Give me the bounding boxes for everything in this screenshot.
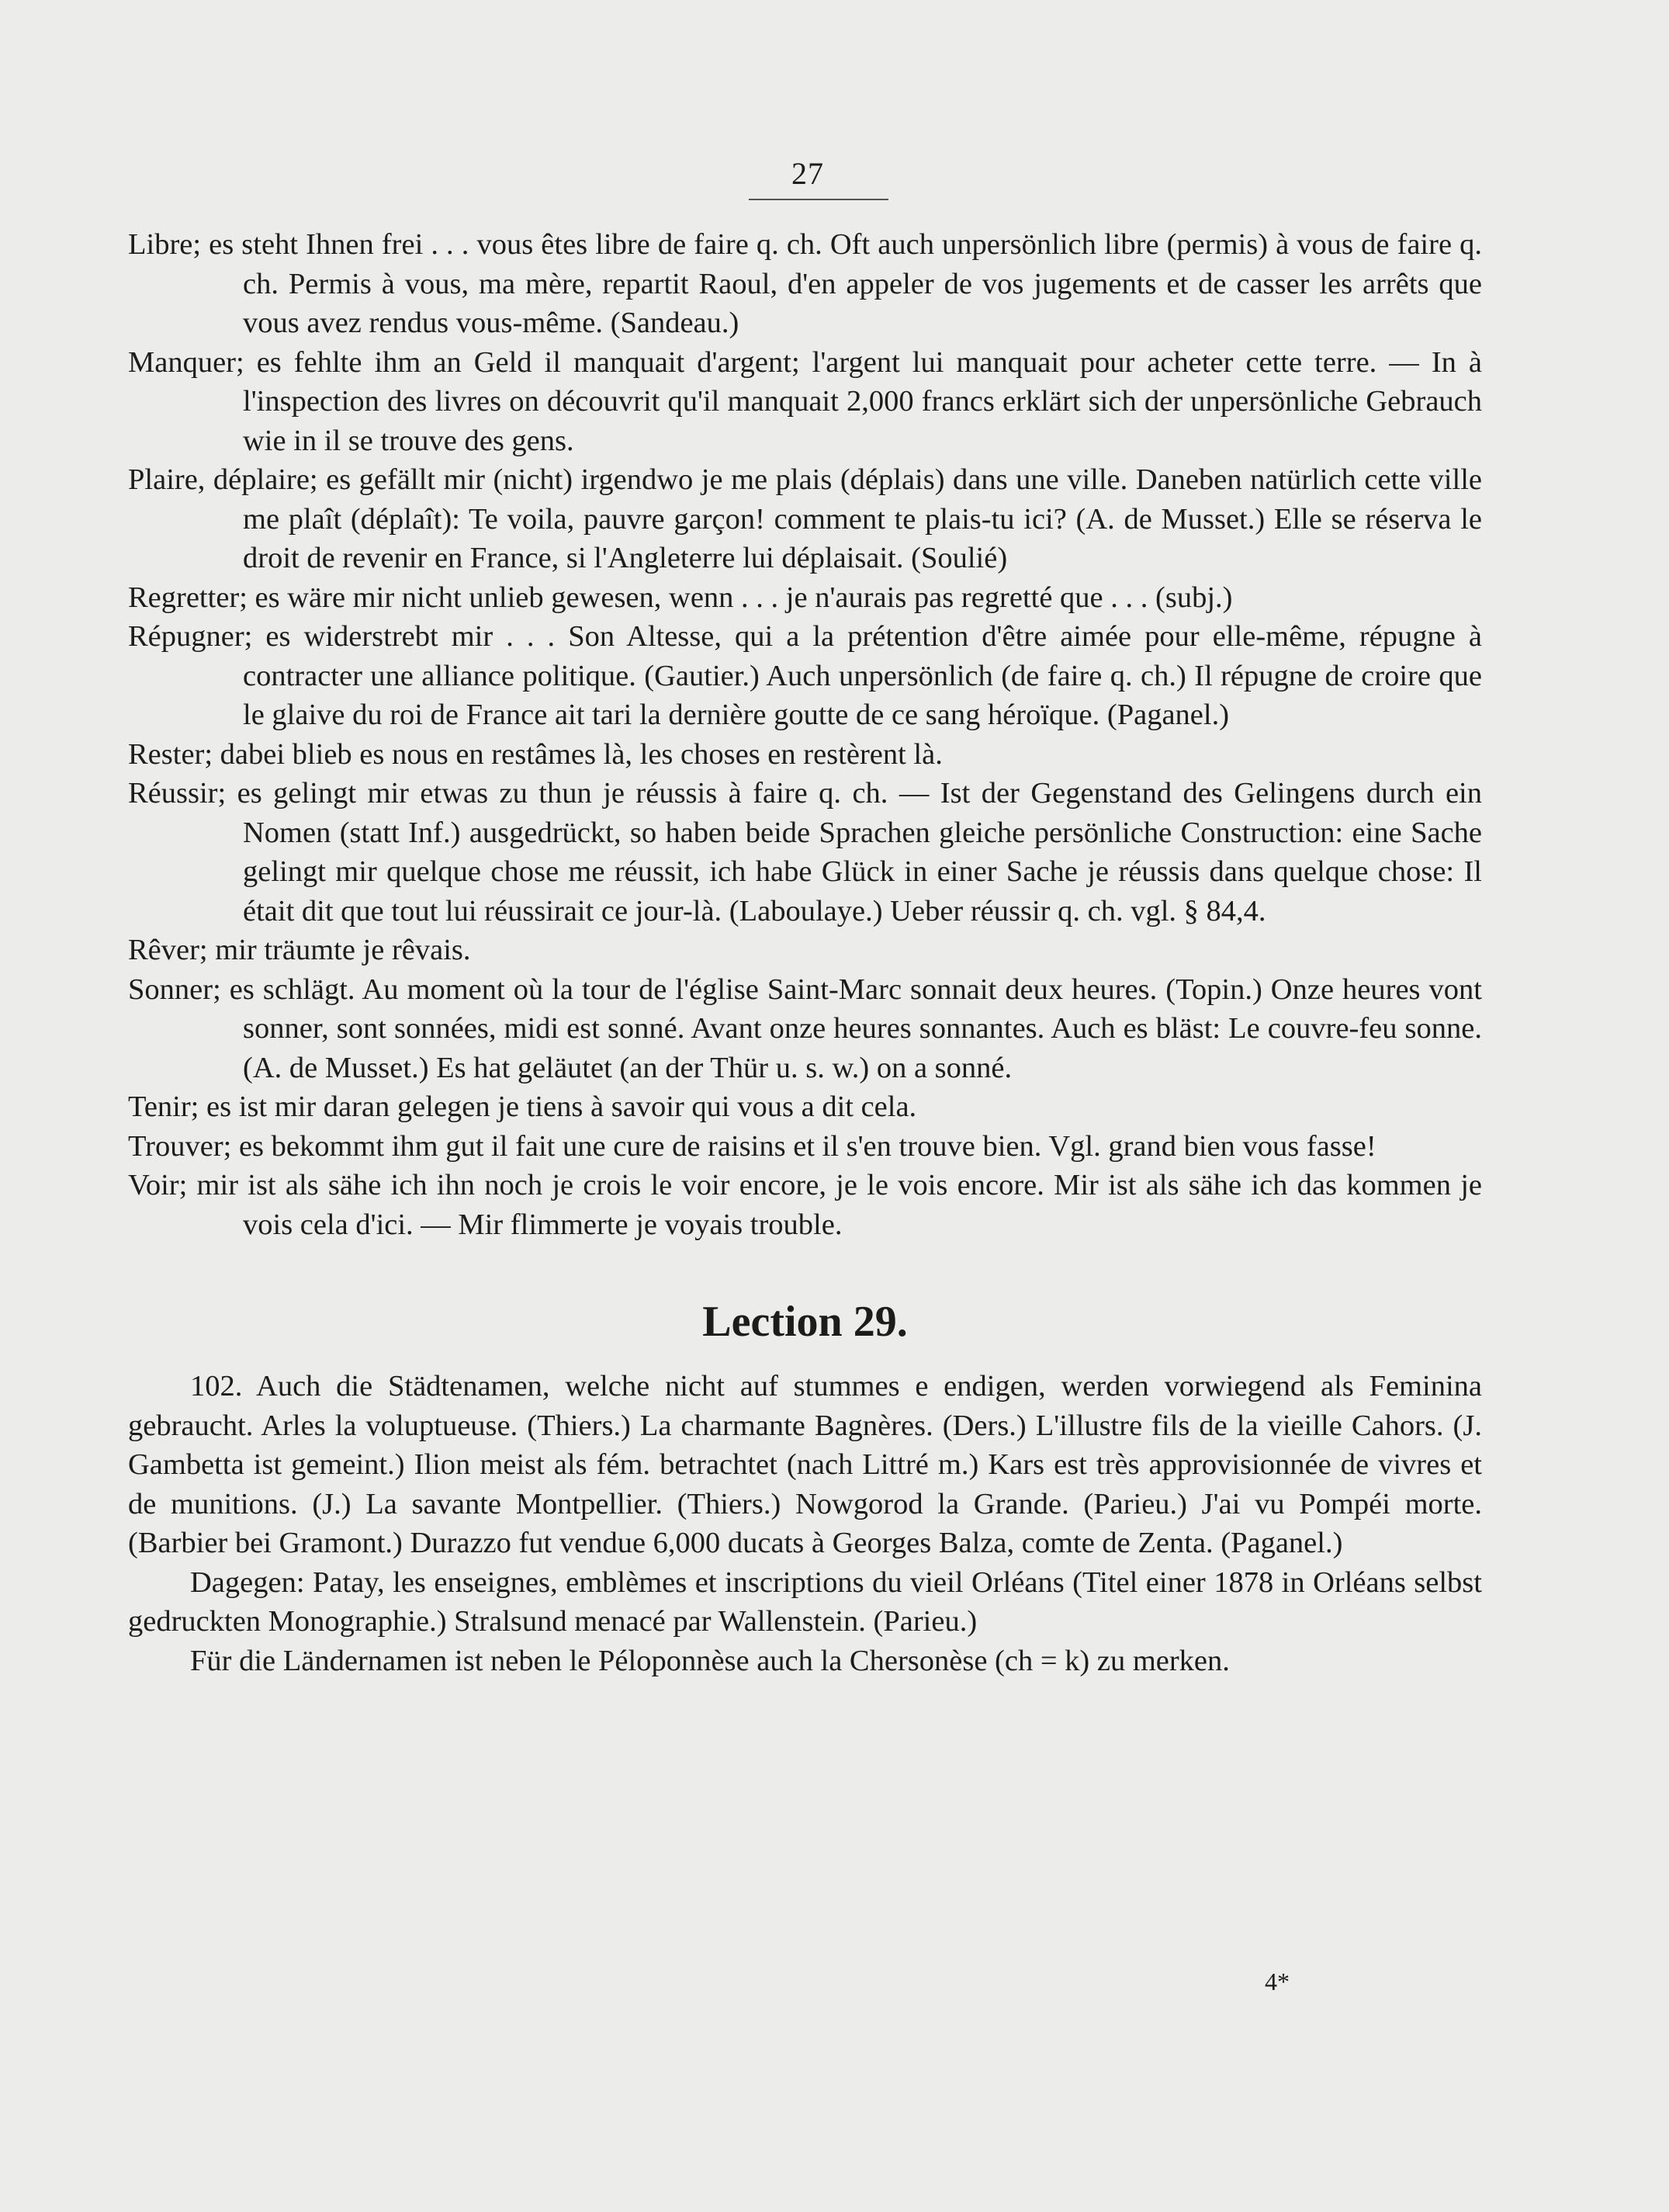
entry-sonner: Sonner; es schlägt. Au moment où la tour de l'église Saint-Marc sonnait deux heures. (Topin.) Onze heures vont sonner, sont sonnées, midi est sonné. Avant onze heures sonnantes. Auch es bläst: Le couvre-feu sonne. (A. de Musset.) Es hat geläutet (an der Thür u. s. w.) on a sonné. [128, 973, 1482, 1084]
entry-voir: Voir; mir ist als sähe ich ihn noch je crois le voir encore, je le vois encore. Mir ist als sähe ich das kommen je vois cela d'ici. — Mir flimmerte je voyais trouble. [128, 1169, 1482, 1241]
page-number: 27 [791, 156, 824, 191]
entry-tenir: Tenir; es ist mir daran gelegen je tiens à savoir qui vous a dit cela. [128, 1090, 917, 1123]
signature-mark: 4* [1265, 1968, 1290, 1995]
page-body [128, 225, 1482, 1680]
entry-libre: Libre; es steht Ihnen frei . . . vous êtes libre de faire q. ch. Oft auch unpersönlich libre (permis) à vous de faire q. ch. Permis à vous, ma mère, repartit Raoul, d'en appeler de vos jugements et de casser les arrêts que vous avez rendus vous-même. (Sandeau.) [128, 228, 1482, 339]
paragraph-laendernamen: Für die Ländernamen ist neben le Péloponnèse auch la Chersonèse (ch = k) zu merken. [190, 1644, 1230, 1677]
entry-trouver: Trouver; es bekommt ihm gut il fait une cure de raisins et il s'en trouve bien. Vgl. grand bien vous fasse! [128, 1129, 1376, 1163]
paragraph-102: 102. Auch die Städtenamen, welche nicht auf stummes e endigen, werden vorwiegend als Feminina gebraucht. Arles la voluptueuse. (Thiers.) La charmante Bagnères. (Ders.) L'illustre fils de la vieille Cahors. (J. Gambetta ist gemeint.) Ilion meist als fém. betrachtet (nach Littré m.) Kars est très approvisionnée de vivres et de munitions. (J.) La savante Montpellier. (Thiers.) Nowgorod la Grande. (Parieu.) J'ai vu Pompéi morte. (Barbier bei Gramont.) Durazzo fut vendue 6,000 ducats à Georges Balza, comte de Zenta. (Paganel.) [128, 1370, 1482, 1559]
entry-manquer: Manquer; es fehlte ihm an Geld il manquait d'argent; l'argent lui manquait pour acheter cette terre. — In à l'inspection des livres on découvrit qu'il manquait 2,000 francs erklärt sich der unpersönliche Gebrauch wie in il se trouve des gens. [128, 345, 1482, 457]
header-rule [749, 199, 888, 200]
entry-rever: Rêver; mir träumte je rêvais. [128, 934, 471, 966]
entry-rester: Rester; dabei blieb es nous en restâmes là, les choses en restèrent là. [128, 737, 943, 771]
lesson-heading: Lection 29. [702, 1298, 908, 1346]
entry-reussir: Réussir; es gelingt mir etwas zu thun je réussis à faire q. ch. — Ist der Gegenstand des Gelingens durch ein Nomen (statt Inf.) ausgedrückt, so haben beide Sprachen gleiche persönliche Construction: eine Sache gelingt mir quelque chose me réussit, ich habe Glück in einer Sache je réussis dans quelque chose: Il était dit que tout lui réussirait ce jour-là. (Laboulaye.) Ueber réussir q. ch. vgl. § 84,4. [128, 777, 1482, 927]
entry-plaire: Plaire, déplaire; es gefällt mir (nicht) irgendwo je me plais (déplais) dans une ville. Daneben natürlich cette ville me plaît (déplaît): Te voila, pauvre garçon! comment te plais-tu ici? (A. de Musset.) Elle se réserva le droit de revenir en France, si l'Angleterre lui déplaisait. (Soulié) [128, 463, 1482, 574]
paragraph-dagegen: Dagegen: Patay, les enseignes, emblèmes et inscriptions du vieil Orléans (Titel einer 1878 in Orléans selbst gedruckten Monographie.) Stralsund menacé par Wallenstein. (Parieu.) [128, 1565, 1482, 1638]
entry-repugner: Répugner; es widerstrebt mir . . . Son Altesse, qui a la prétention d'être aimée pour elle-même, répugne à contracter une alliance politique. (Gautier.) Auch unpersönlich (de faire q. ch.) Il répugne de croire que le glaive du roi de France ait tari la dernière goutte de ce sang héroïque. (Paganel.) [128, 620, 1482, 731]
entry-regretter: Regretter; es wäre mir nicht unlieb gewesen, wenn . . . je n'aurais pas regretté que . . . (subj.) [128, 581, 1233, 614]
